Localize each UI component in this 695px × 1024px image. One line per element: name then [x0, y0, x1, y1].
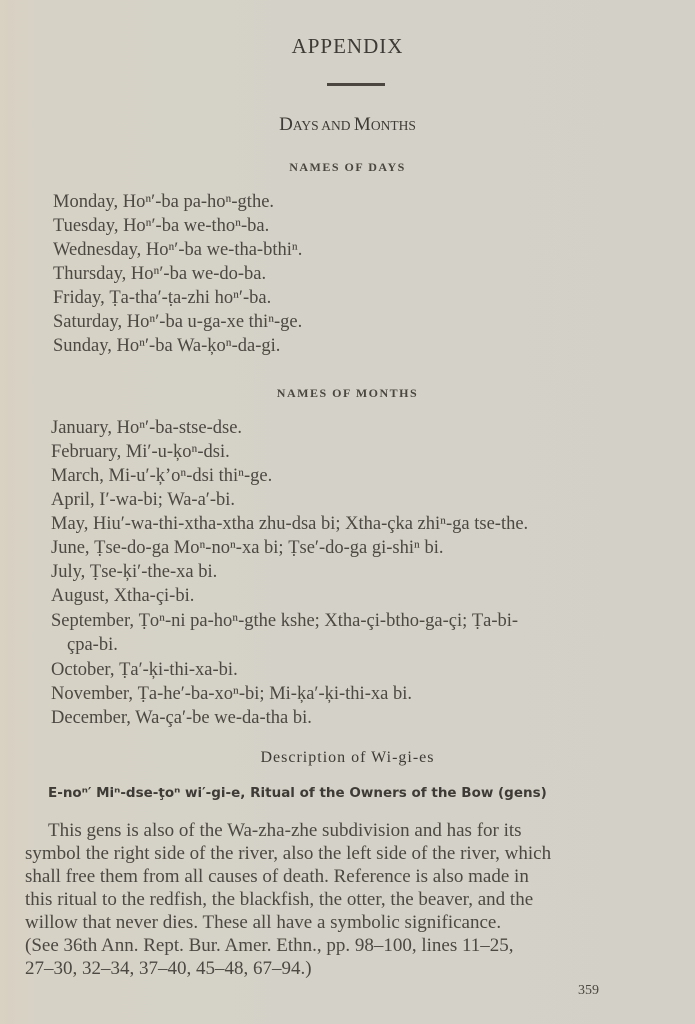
day-entry: Tuesday, Hoⁿ′-ba we-thoⁿ-ba. — [53, 216, 270, 236]
paragraph-line: shall free them from all causes of death. Reference is also made in — [25, 866, 529, 887]
month-entry: May, Hiu′-wa-thi-xtha-xtha zhu-dsa bi; Xtha-çka zhiⁿ-ga tse-the. — [51, 514, 529, 534]
month-entry: July, Ṭse-ķi′-the-xa bi. — [51, 562, 218, 582]
month-entry: October, Ṭa′-ķi-thi-xa-bi. — [51, 660, 238, 680]
paragraph-line: 27–30, 32–34, 37–40, 45–48, 67–94.) — [25, 958, 312, 979]
day-entry: Friday, Ṭa-tha′-ṭa-zhi hoⁿ′-ba. — [53, 288, 272, 308]
day-entry: Thursday, Hoⁿ′-ba we-do-ba. — [53, 264, 267, 284]
day-entry: Saturday, Hoⁿ′-ba u-ga-xe thiⁿ-ge. — [53, 312, 303, 332]
day-entry: Sunday, Hoⁿ′-ba Wa-ķoⁿ-da-gi. — [53, 336, 281, 356]
section-heading-days-and-months: DAYS AND MONTHS — [279, 114, 416, 135]
paragraph-line: willow that never dies. These all have a symbolic significance. — [25, 912, 502, 933]
month-entry: January, Hoⁿ′-ba-stse-dse. — [51, 418, 243, 438]
day-entry: Wednesday, Hoⁿ′-ba we-tha-bthiⁿ. — [53, 240, 303, 260]
ritual-title: E-noⁿ′ Miⁿ-dse-ţoⁿ wi′-gi-e, Ritual of the Owners of the Bow (gens) — [48, 785, 547, 801]
title-rule-divider — [327, 83, 385, 86]
paragraph-line: this ritual to the redfish, the blackfish, the otter, the beaver, and the — [25, 889, 534, 910]
page-number: 359 — [578, 983, 599, 998]
paragraph-line: This gens is also of the Wa-zha-zhe subdivision and has for its — [48, 820, 522, 841]
month-entry-continuation: çpa-bi. — [67, 635, 118, 655]
month-entry: September, Ṭoⁿ-ni pa-hoⁿ-gthe kshe; Xtha-çi-btho-ga-çi; Ṭa-bi- — [51, 611, 519, 631]
month-entry: June, Ṭse-do-ga Moⁿ-noⁿ-xa bi; Ṭse′-do-ga gi-shiⁿ bi. — [51, 538, 444, 558]
subheading-names-of-months: NAMES OF MONTHS — [276, 386, 419, 400]
day-entry: Monday, Hoⁿ′-ba pa-hoⁿ-gthe. — [53, 192, 275, 212]
month-entry: December, Wa-ça′-be we-da-tha bi. — [51, 708, 312, 728]
month-entry: February, Mi′-u-ķoⁿ-dsi. — [51, 442, 230, 462]
month-entry: April, I′-wa-bi; Wa-a′-bi. — [51, 490, 236, 510]
page-title: APPENDIX — [291, 34, 404, 58]
subheading-names-of-days: NAMES OF DAYS — [289, 160, 406, 174]
month-entry: August, Xtha-çi-bi. — [51, 586, 195, 606]
paragraph-line: (See 36th Ann. Rept. Bur. Amer. Ethn., pp. 98–100, lines 11–25, — [25, 935, 514, 956]
month-entry: November, Ṭa-he′-ba-xoⁿ-bi; Mi-ķa′-ķi-thi-xa bi. — [51, 684, 412, 704]
month-entry: March, Mi-u′-ķ’oⁿ-dsi thiⁿ-ge. — [51, 466, 273, 486]
paragraph-line: symbol the right side of the river, also the left side of the river, which — [25, 843, 552, 864]
section-heading-description-of-wigies: Description of Wi-gi-es — [260, 749, 435, 766]
